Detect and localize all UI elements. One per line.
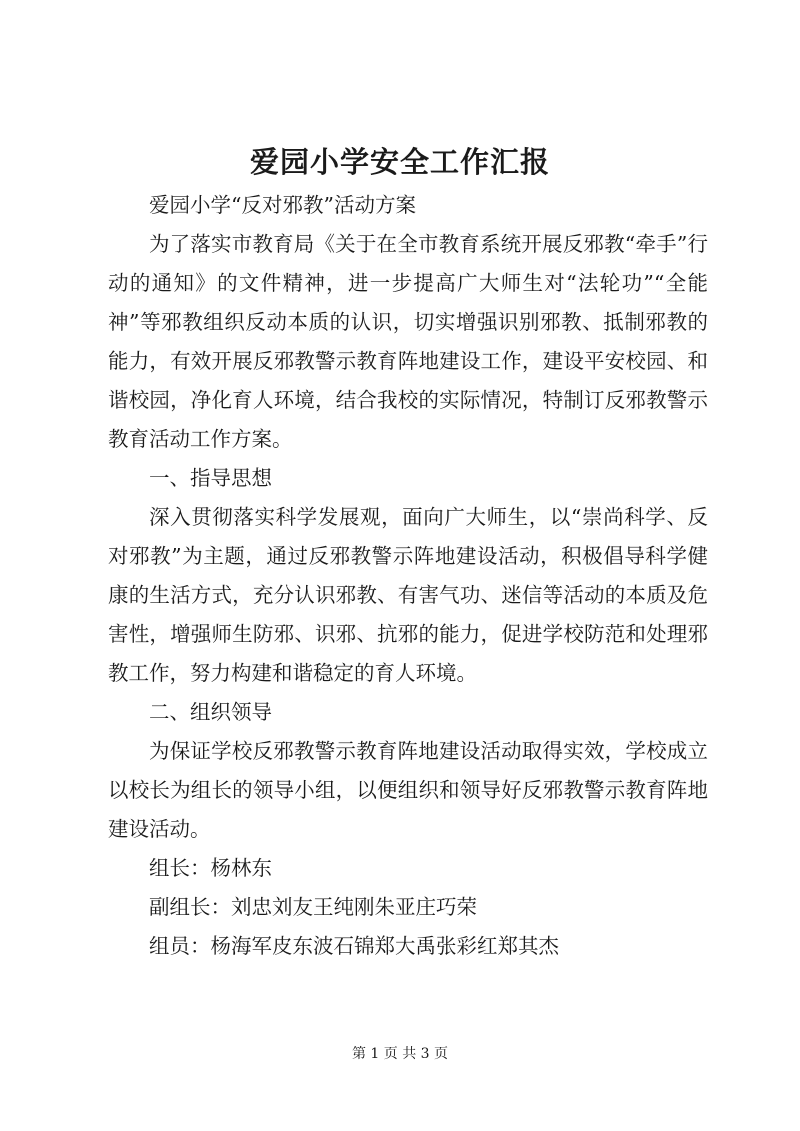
paragraph-subtitle: 爱园小学“反对邪教”活动方案 — [149, 193, 416, 217]
paragraph-intro: 为了落实市教育局《关于在全市教育系统开展反邪教“牵手”行动的通知》的文件精神，进一步提高广大师生对“法轮功”“全能神”等邪教组织反动本质的认识，切实增强识别邪教、抵制邪教的能力，有效开展反邪教警示教育阵地建设工作，建设平安校园、和谐校园，净化育人环境，结合我校的实际情况，特制订反邪教警示教育活动工作方案。 — [108, 232, 708, 451]
document-title: 爱园小学安全工作汇报 — [249, 145, 550, 179]
leader-line: 组长：杨林东 — [149, 856, 272, 880]
page-number-footer: 第 1 页 共 3 页 — [351, 1046, 449, 1062]
members-line: 组员：杨海军皮东波石锦郑大禹张彩红郑其杰 — [149, 934, 559, 958]
paragraph-organization: 为保证学校反邪教警示教育阵地建设活动取得实效，学校成立以校长为组长的领导小组，以便组织和领导好反邪教警示教育阵地建设活动。 — [108, 739, 708, 841]
section-heading-organization: 二、组织领导 — [149, 700, 272, 724]
document-body — [108, 186, 708, 966]
section-heading-guiding-ideology: 一、指导思想 — [149, 466, 272, 490]
paragraph-guiding-ideology: 深入贯彻落实科学发展观，面向广大师生，以“崇尚科学、反对邪教”为主题，通过反邪教警示阵地建设活动，积极倡导科学健康的生活方式，充分认识邪教、有害气功、迷信等活动的本质及危害性，增强师生防邪、识邪、抗邪的能力，促进学校防范和处理邪教工作，努力构建和谐稳定的育人环境。 — [108, 505, 708, 685]
deputy-leader-line: 副组长：刘忠刘友王纯刚朱亚庄巧荣 — [149, 895, 477, 919]
